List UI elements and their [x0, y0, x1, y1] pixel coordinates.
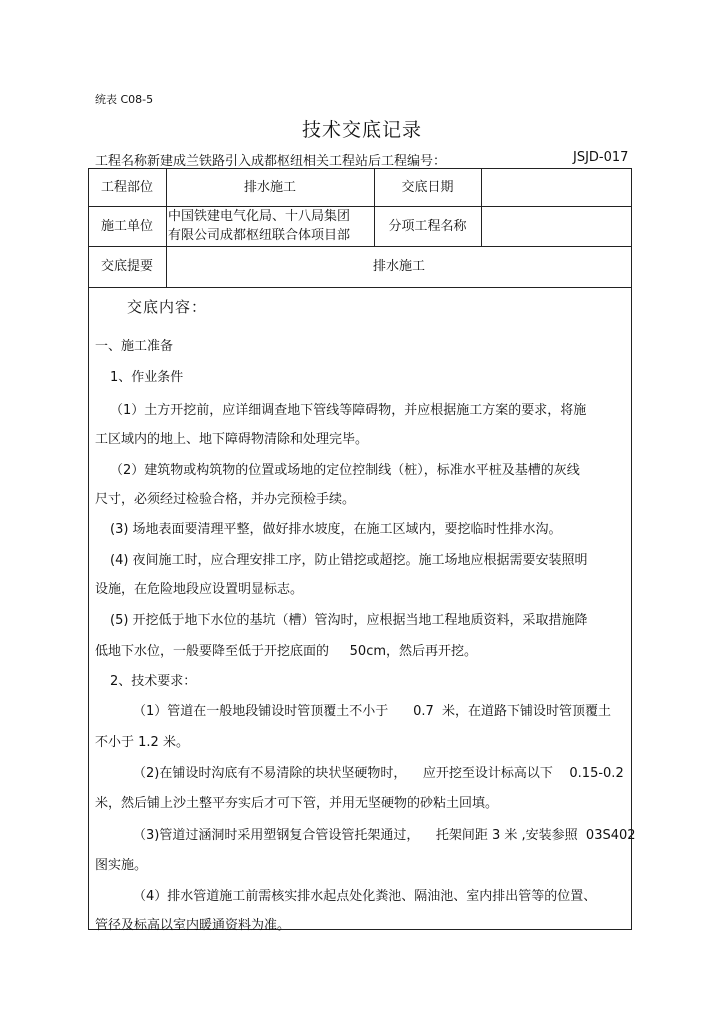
document-title: 技术交底记录 [301, 119, 422, 141]
content-line: (5) 开挖低于地下水位的基坑（槽）管沟时，应根据当地工程地质资料，采取措施降 [110, 613, 588, 628]
date-label: 交底日期 [401, 179, 454, 195]
part-label: 工程部位 [100, 179, 153, 195]
form-code: 统表 C08-5 [95, 93, 154, 106]
content-line: 管径及标高以室内暖通资料为准。 [95, 918, 291, 933]
content-line: （2)在铺设时沟底有不易清除的块状坚硬物时， 应开挖至设计标高以下 0.15-0.2 [133, 766, 624, 781]
subsection-heading: 1、作业条件 [110, 370, 184, 385]
row-divider [88, 287, 632, 288]
subproject-label: 分项工程名称 [388, 218, 467, 234]
content-line: 工区域内的地上、地下障碍物清除和处理完毕。 [95, 432, 369, 447]
part-value: 排水施工 [243, 179, 296, 195]
unit-label: 施工单位 [100, 218, 153, 234]
document-number: JSJD-017 [573, 150, 629, 165]
unit-value [166, 206, 374, 246]
content-line: （1）土方开挖前，应详细调查地下管线等障碍物，并应根据施工方案的要求，将施 [110, 403, 587, 418]
content-line: 不小于 1.2 米。 [95, 735, 189, 750]
content-heading: 交底内容： [127, 298, 208, 316]
content-line: (3) 场地表面要清理平整，做好排水坡度，在施工区域内，要挖临时性排水沟。 [110, 522, 562, 537]
content-line: （4）排水管道施工前需核实排水起点处化粪池、隔油池、室内排出管等的位置、 [133, 889, 597, 904]
content-line: 图实施。 [95, 858, 148, 873]
unit-value-line1: 中国铁建电气化局、十八局集团 [168, 209, 351, 224]
subsection-heading: 2、技术要求： [110, 674, 197, 689]
content-line: 米，然后铺上沙土整平夯实后才可下管，并用无坚硬物的砂粘土回填。 [95, 796, 499, 811]
content-line: 设施，在危险地段应设置明显标志。 [95, 582, 304, 597]
content-line: 尺寸，必须经过检验合格，并办完预检手续。 [95, 492, 356, 507]
date-value [481, 168, 632, 206]
summary-value: 排水施工 [372, 259, 425, 274]
content-line: 低地下水位，一般要降至低于开挖底面的 50cm，然后再开挖。 [95, 644, 478, 659]
content-line: （3)管道过涵洞时采用塑钢复合管设管托架通过， 托架间距 3 米 ,安装参照 03S402 [133, 828, 636, 843]
summary-label: 交底提要 [100, 259, 153, 274]
content-line: （2）建筑物或构筑物的位置或场地的定位控制线（桩），标准水平桩及基槽的灰线 [110, 463, 580, 478]
project-name-line: 工程名称新建成兰铁路引入成都枢纽相关工程站后工程编号： [95, 154, 447, 169]
unit-value-line2: 有限公司成都枢纽联合体项目部 [168, 228, 351, 243]
content-line: （1）管道在一般地段铺设时管顶覆土不小于 0.7 米，在道路下铺设时管顶覆土 [133, 704, 612, 719]
section-heading: 一、施工准备 [95, 339, 174, 354]
content-line: (4) 夜间施工时，应合理安排工序，防止错挖或超挖。施工场地应根据需要安装照明 [110, 553, 588, 568]
subproject-value [481, 206, 632, 246]
